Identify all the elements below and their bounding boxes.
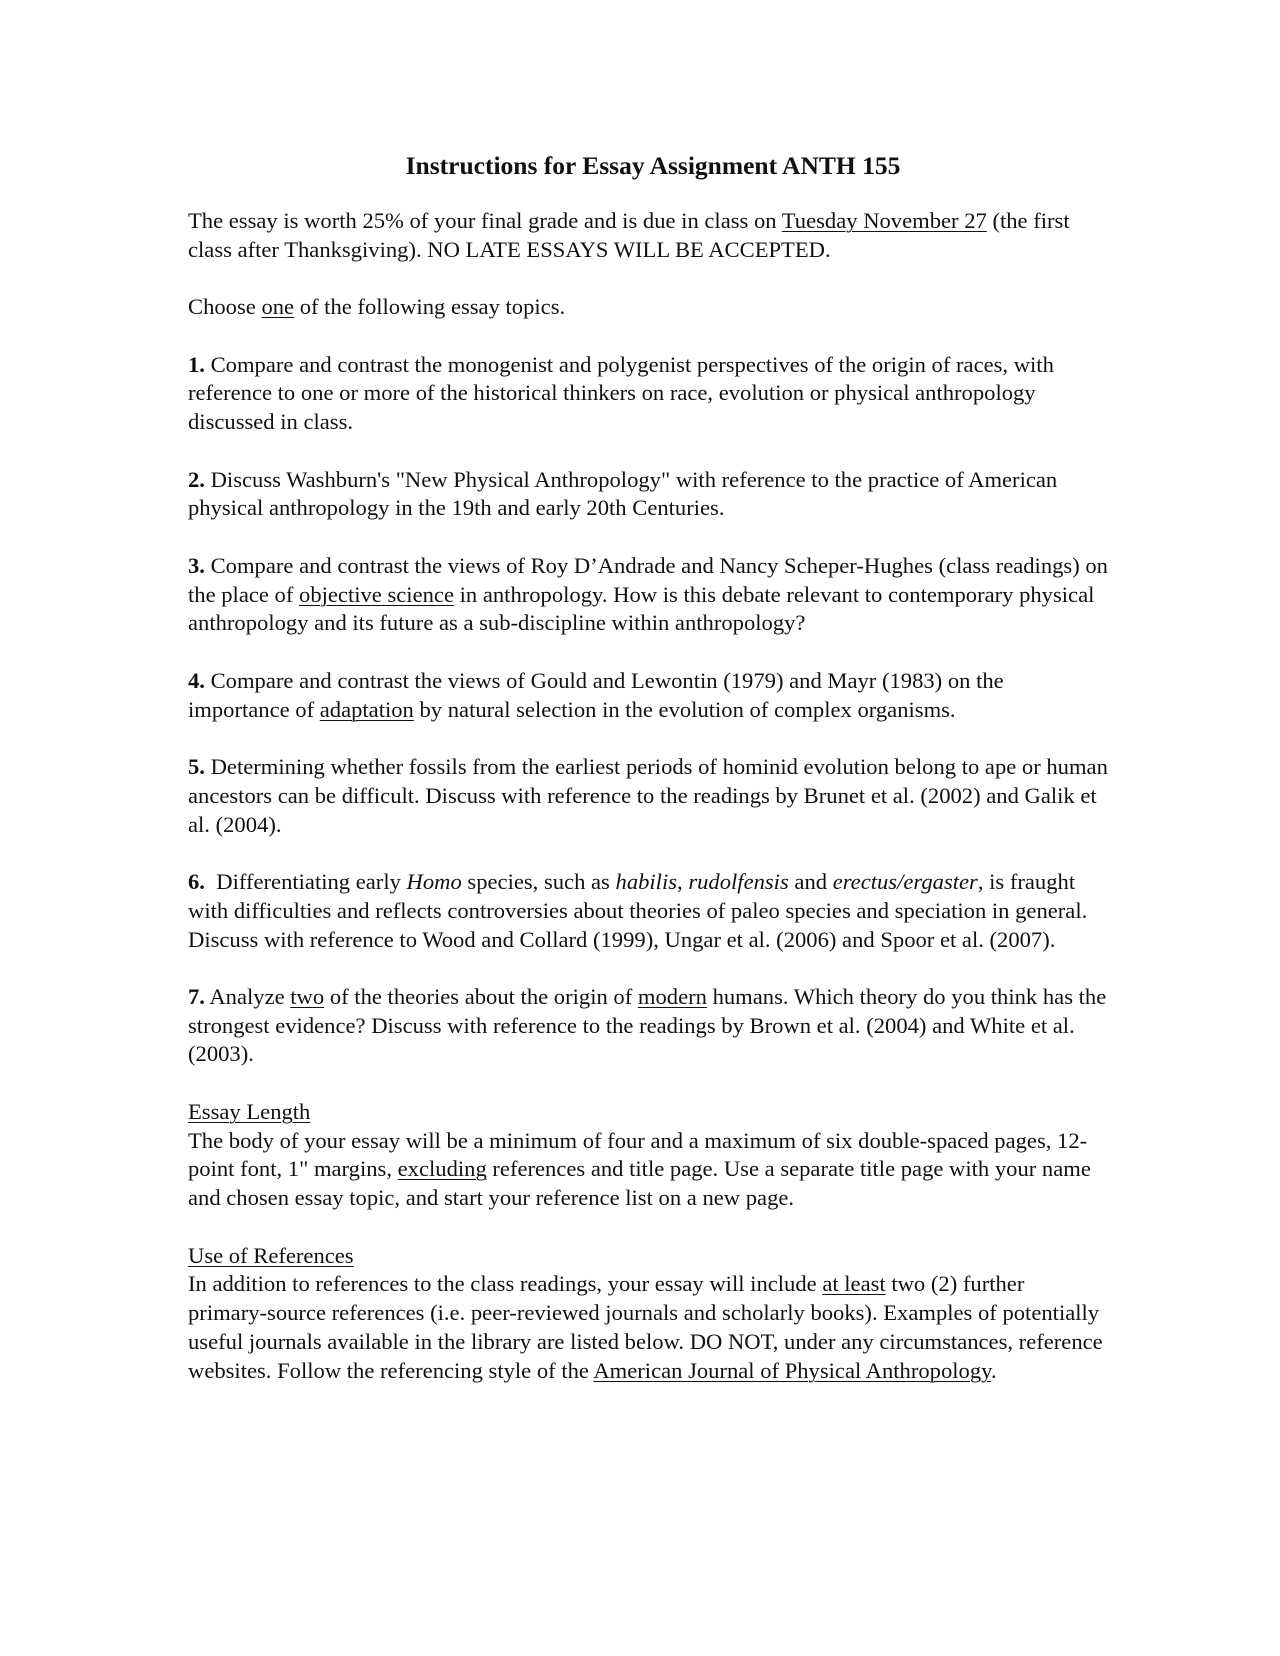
topic-6-homo: Homo — [406, 868, 462, 894]
topic-5 — [188, 753, 1108, 839]
topic-7 — [188, 983, 1108, 1069]
topic-1-number: 1. — [188, 351, 205, 377]
topic-3-text-2: in anthropology. How is this debate relevant to contemporary physical anthropology and its future as a sub-discipline within anthropology? — [188, 581, 1095, 636]
intro-paragraph — [188, 207, 1108, 265]
choose-text-2: of the following essay topics. — [294, 294, 566, 320]
topic-3-number: 3. — [188, 552, 205, 578]
references-journal: American Journal of Physical Anthropology — [593, 1357, 991, 1383]
choose-one: one — [261, 294, 295, 320]
topic-7-text-1: Analyze — [204, 983, 291, 1009]
references-at-least: at least — [822, 1271, 886, 1297]
topic-6-number: 6. — [188, 868, 205, 894]
essay-length-section — [188, 1098, 1108, 1213]
topic-1 — [188, 351, 1108, 437]
references-section — [188, 1242, 1108, 1386]
intro-text-1: The essay is worth 25% of your final grade and is due in class on — [188, 208, 782, 233]
intro-text-2: (the first class after Thanksgiving). NO LATE ESSAYS WILL BE ACCEPTED. — [188, 208, 1070, 262]
topic-7-number: 7. — [188, 983, 205, 1009]
essay-length-heading: Essay Length — [188, 1098, 311, 1124]
topic-6-comma: , — [677, 868, 689, 894]
choose-paragraph — [188, 293, 1108, 322]
essay-length-text-2: references and title page. Use a separate title page with your name and chosen essay topic, and start your reference list on a new page. — [188, 1156, 1091, 1211]
topic-1-text: Compare and contrast the monogenist and polygenist perspectives of the origin of races, with reference to one or more of the historical thinkers on race, evolution or physical anthropology discussed in class. — [188, 351, 1054, 435]
topic-4-number: 4. — [188, 667, 205, 693]
topic-6-and: and — [788, 868, 833, 894]
topic-6-text-1: Differentiating early — [204, 868, 407, 894]
topic-6-rudolfensis: rudolfensis — [688, 868, 789, 894]
topic-3-underlined: objective science — [299, 581, 454, 607]
choose-text-1: Choose — [188, 294, 262, 320]
topic-2-number: 2. — [188, 466, 205, 492]
document-page — [188, 150, 1108, 1414]
page-title: Instructions for Essay Assignment ANTH 155 — [405, 151, 901, 180]
references-heading: Use of References — [188, 1242, 354, 1268]
due-date: Tuesday November 27 — [781, 208, 987, 233]
topic-5-text: Determining whether fossils from the earliest periods of hominid evolution belong to ape or human ancestors can be difficult. Discuss with reference to the readings by Brunet et al. (2002) and Galik et al. (2004). — [188, 753, 1108, 837]
topic-7-modern: modern — [637, 983, 707, 1009]
topic-3-text-1: Compare and contrast the views of Roy D’Andrade and Nancy Scheper-Hughes (class readings) on the place of — [188, 552, 1108, 607]
topic-4-text-2: by natural selection in the evolution of complex organisms. — [413, 696, 956, 722]
topic-5-number: 5. — [188, 753, 205, 779]
topic-7-two: two — [290, 983, 325, 1009]
references-text-3: . — [990, 1357, 997, 1383]
topic-3 — [188, 552, 1108, 638]
topic-6-text-3: , is fraught with difficulties and reflects controversies about theories of paleo species and speciation in general. Discuss with reference to Wood and Collard (1999), Ungar et al. (2006) and Spoor et al. (2007). — [188, 868, 1093, 952]
topic-6-text-2: species, such as — [461, 868, 616, 894]
topic-6 — [188, 868, 1108, 954]
topic-6-habilis: habilis — [615, 868, 678, 894]
topic-4-text-1: Compare and contrast the views of Gould and Lewontin (1979) and Mayr (1983) on the importance of — [188, 667, 1004, 722]
topic-7-text-2: of the theories about the origin of — [324, 983, 638, 1009]
references-text-1: In addition to references to the class readings, your essay will include — [188, 1271, 823, 1297]
topic-4-underlined: adaptation — [319, 696, 414, 722]
topic-2-text: Discuss Washburn's "New Physical Anthropology" with reference to the practice of American physical anthropology in the 19th and early 20th Centuries. — [188, 466, 1058, 521]
topic-6-erectus: erectus/ergaster — [832, 868, 978, 894]
topic-7-text-3: humans. Which theory do you think has the strongest evidence? Discuss with reference to the readings by Brown et al. (2004) and White et al. (2003). — [188, 983, 1107, 1067]
references-text-2: two (2) further primary-source references (i.e. peer-reviewed journals and scholarly books). Examples of potentially useful journals available in the library are listed below. DO NOT, under any circumstances, reference websites. Follow the referencing style of the — [188, 1271, 1103, 1383]
essay-length-excluding: excluding — [397, 1156, 487, 1182]
topic-2 — [188, 466, 1108, 524]
essay-length-text-1: The body of your essay will be a minimum of four and a maximum of six double-spaced pages, 12-point font, 1" margins, — [188, 1127, 1088, 1182]
topic-4 — [188, 667, 1108, 725]
